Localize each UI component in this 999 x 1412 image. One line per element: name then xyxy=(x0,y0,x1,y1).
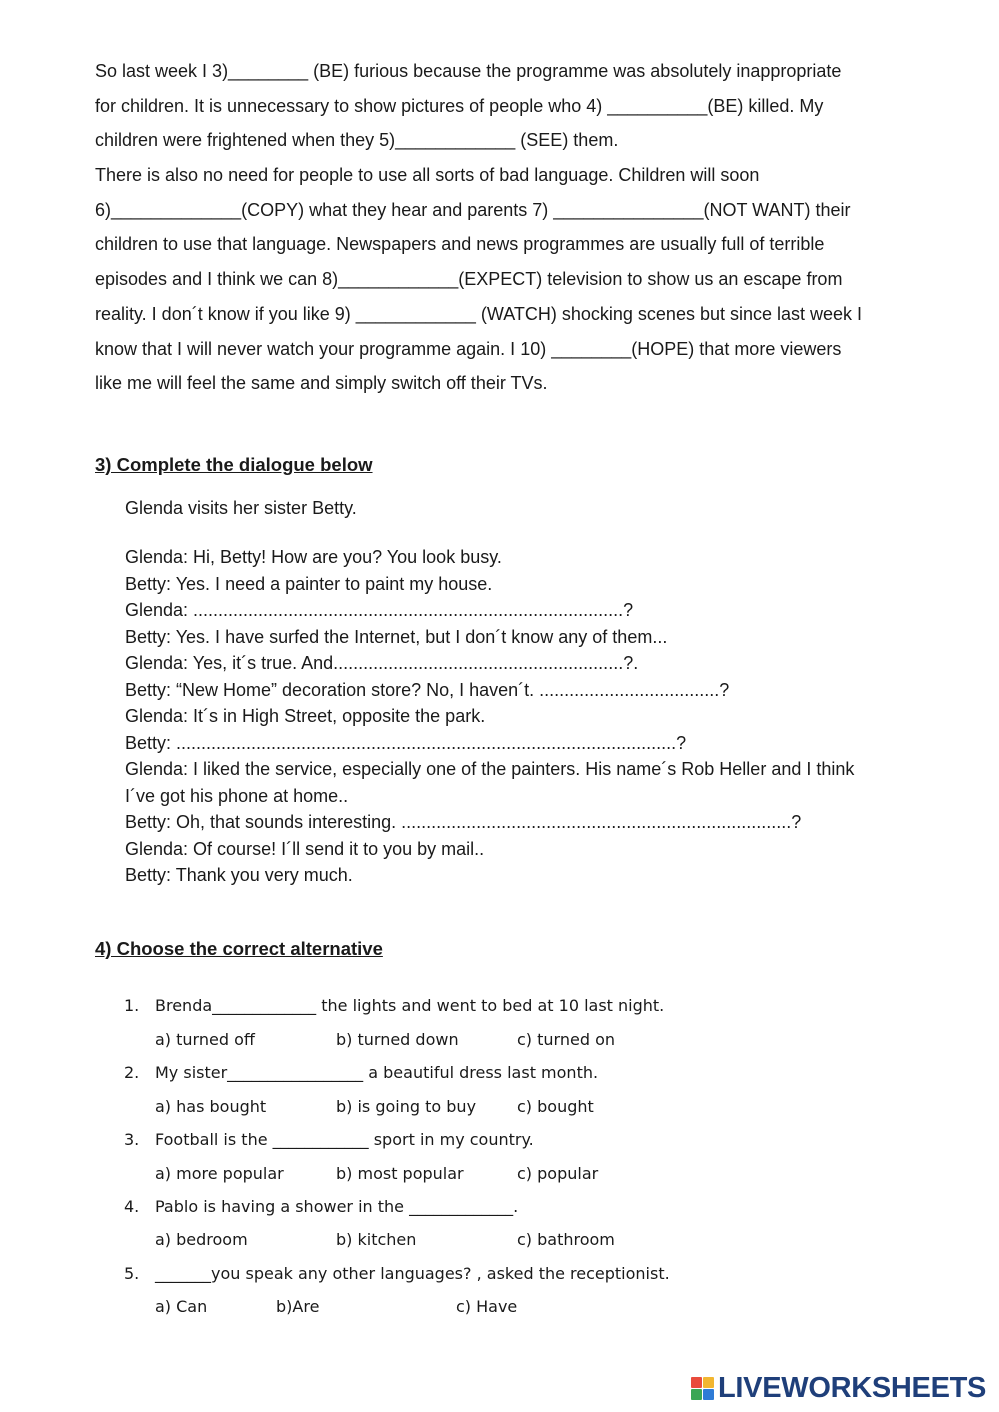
passage-line: for children. It is unnecessary to show pictures of people who 4) __________(BE) killed. My xyxy=(95,95,824,116)
question-4 xyxy=(124,1197,518,1216)
passage-line: So last week I 3)________ (BE) furious because the programme was absolutely inappropriate xyxy=(95,61,842,81)
badge-square xyxy=(703,1389,714,1400)
dialogue-line: Glenda: Of course! I´ll send it to you by mail.. xyxy=(125,838,485,859)
badge-square xyxy=(703,1377,714,1388)
option-b: b) turned down xyxy=(336,1030,459,1049)
dialogue-line: Glenda: I liked the service, especially one of the painters. His name´s Rob Heller and I think xyxy=(125,759,855,779)
passage xyxy=(95,54,975,401)
dialogue-line: Betty: “New Home” decoration store? No, I haven´t. ....................................? xyxy=(125,679,730,700)
dialogue-line: Betty: Yes. I have surfed the Internet, but I don´t know any of them... xyxy=(125,626,668,647)
dialogue-line: Betty: Oh, that sounds interesting. ..............................................................................? xyxy=(125,812,802,832)
passage-line: 6)_____________(COPY) what they hear and parents 7) _______________(NOT WANT) their xyxy=(95,199,851,220)
question-5 xyxy=(124,1264,670,1283)
question-text: Pablo is having a shower in the _____________. xyxy=(155,1197,519,1216)
badge-square xyxy=(691,1389,702,1400)
passage-line: children were frightened when they 5)____________ (SEE) them. xyxy=(95,130,619,151)
dialogue xyxy=(125,544,965,889)
liveworksheets-logo[interactable] xyxy=(691,1373,986,1403)
dialogue-line: Glenda: Hi, Betty! How are you? You look busy. xyxy=(125,547,502,567)
option-b: b) most popular xyxy=(336,1164,464,1183)
passage-line: reality. I don´t know if you like 9) ____________ (WATCH) shocking scenes but since last week I xyxy=(95,303,863,324)
question-1 xyxy=(124,996,664,1015)
option-a: a) has bought xyxy=(155,1097,267,1116)
dialogue-line: I´ve got his phone at home.. xyxy=(125,785,349,806)
question-text: Brenda_____________ the lights and went to bed at 10 last night. xyxy=(155,996,665,1015)
question-number: 1. xyxy=(124,996,140,1015)
option-b: b)Are xyxy=(276,1297,320,1316)
question-3 xyxy=(124,1130,534,1149)
option-a: a) bedroom xyxy=(155,1230,248,1249)
option-c: c) turned on xyxy=(517,1030,615,1049)
question-2 xyxy=(124,1063,598,1082)
passage-line: like me will feel the same and simply switch off their TVs. xyxy=(95,373,548,394)
dialogue-line: Betty: ....................................................................................................? xyxy=(125,732,687,753)
dialogue-line: Betty: Thank you very much. xyxy=(125,865,353,885)
dialogue-line: Glenda: It´s in High Street, opposite the park. xyxy=(125,706,486,726)
passage-line: children to use that language. Newspapers and news programmes are usually full of terrible xyxy=(95,234,825,255)
dialogue-line: Glenda: Yes, it´s true. And..........................................................?. xyxy=(125,653,639,673)
passage-line: episodes and I think we can 8)____________(EXPECT) television to show us an escape from xyxy=(95,269,843,290)
dialogue-line: Betty: Yes. I need a painter to paint my house. xyxy=(125,573,493,594)
option-c: c) bathroom xyxy=(517,1230,615,1249)
question-text: _______you speak any other languages? , asked the receptionist. xyxy=(155,1264,670,1283)
question-number: 4. xyxy=(124,1197,140,1216)
option-c: c) bought xyxy=(517,1097,594,1116)
badge-square xyxy=(691,1377,702,1388)
section-4-heading: 4) Choose the correct alternative xyxy=(95,938,383,959)
option-a: a) turned off xyxy=(155,1030,255,1049)
option-c: c) Have xyxy=(456,1297,518,1316)
question-number: 5. xyxy=(124,1264,140,1283)
option-c: c) popular xyxy=(517,1164,599,1183)
dialogue-intro: Glenda visits her sister Betty. xyxy=(125,498,357,518)
brand-text: LIVEWORKSHEETS xyxy=(718,1371,987,1404)
question-text: Football is the ____________ sport in my country. xyxy=(155,1130,534,1149)
section-3-heading: 3) Complete the dialogue below xyxy=(95,454,373,475)
dialogue-line: Glenda: ......................................................................................? xyxy=(125,600,634,620)
option-a: a) Can xyxy=(155,1297,208,1316)
option-b: b) kitchen xyxy=(336,1230,417,1249)
option-b: b) is going to buy xyxy=(336,1097,477,1116)
passage-line: There is also no need for people to use all sorts of bad language. Children will soon xyxy=(95,165,760,186)
question-number: 3. xyxy=(124,1130,140,1149)
question-number: 2. xyxy=(124,1063,140,1082)
passage-line: know that I will never watch your programme again. I 10) ________(HOPE) that more viewers xyxy=(95,338,842,359)
option-a: a) more popular xyxy=(155,1164,284,1183)
question-text: My sister_________________ a beautiful dress last month. xyxy=(155,1063,599,1082)
logo-badge-icon xyxy=(691,1377,714,1400)
